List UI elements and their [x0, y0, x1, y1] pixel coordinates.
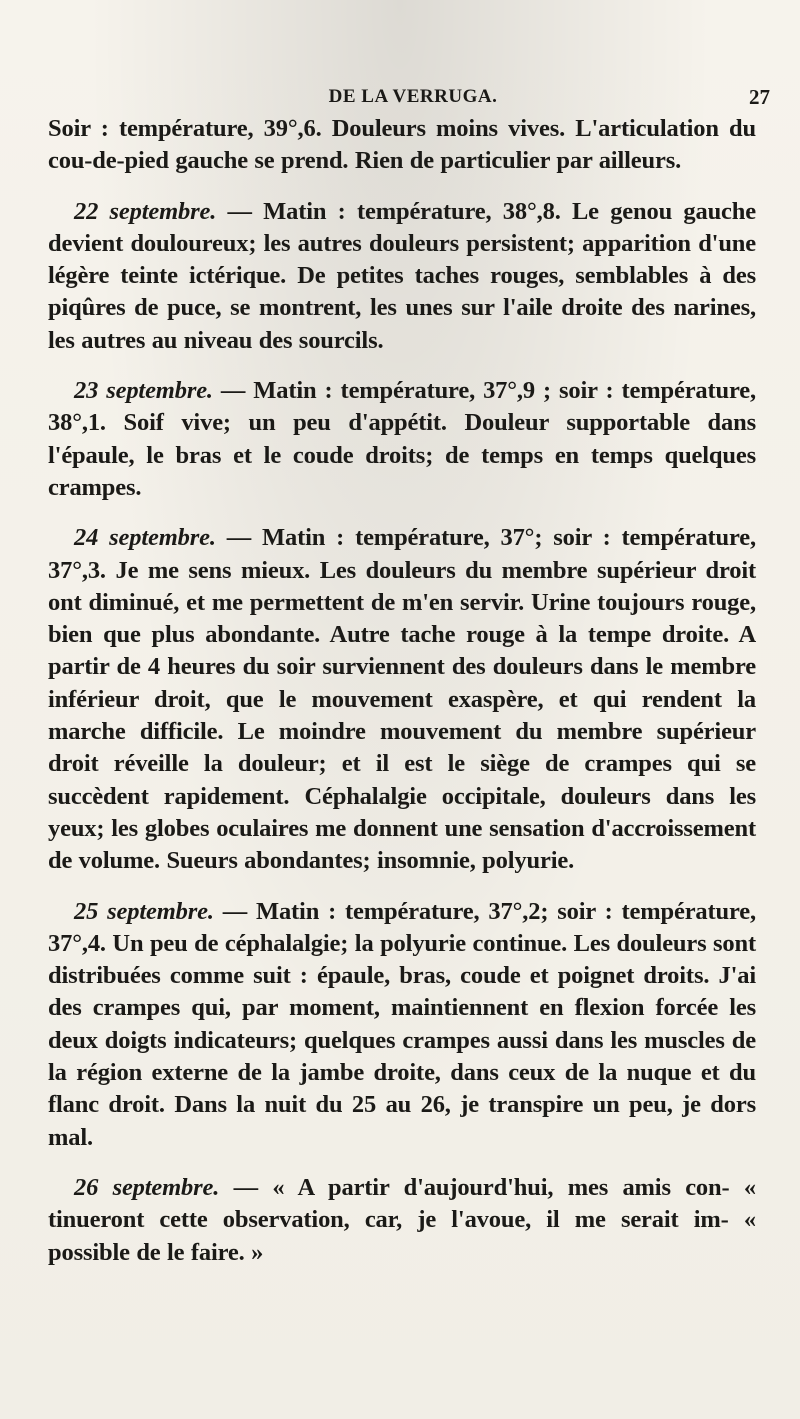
paragraph-23-septembre	[48, 375, 756, 504]
paragraph-22-septembre	[48, 196, 756, 357]
entry-date: 22 septembre.	[74, 197, 217, 225]
entry-date: 26 septembre.	[74, 1173, 220, 1201]
page-number: 27	[749, 85, 770, 109]
page-header	[56, 84, 770, 110]
paragraph-24-septembre	[48, 522, 756, 877]
paragraph-soir-21	[48, 113, 756, 178]
paragraph-text: — Matin : température, 37°,2; soir : température, 37°,4. Un peu de céphalalgie; la polyurie continue. Les douleurs sont distribuées comme suit : épaule, bras, coude et poignet droits. J'ai des crampes qui, par moment, maintiennent en flexion forcée les deux doigts indicateurs; quelques crampes aussi dans les muscles de la région externe de la jambe droite, dans ceux de la nuque et du flanc droit. Dans la nuit du 25 au 26, je transpire un peu, je dors mal.	[48, 897, 756, 1151]
paragraph-text: Soir : température, 39°,6. Douleurs moins vives. L'articulation du cou-de-pied gauche se prend. Rien de particulier par ailleurs.	[48, 115, 756, 175]
entry-date: 24 septembre.	[74, 524, 216, 552]
paragraph-text: — Matin : température, 37°,9 ; soir : température, 38°,1. Soif vive; un peu d'appétit. Douleur supportable dans l'épaule, le bras et le coude droits; de temps en temps quelques crampes.	[48, 377, 756, 501]
entry-date: 23 septembre.	[74, 377, 213, 405]
running-title: DE LA VERRUGA.	[328, 86, 498, 107]
entry-date: 25 septembre.	[74, 897, 214, 925]
paragraph-25-septembre	[48, 896, 756, 1154]
paragraph-text: — Matin : température, 38°,8. Le genou gauche devient douloureux; les autres douleurs persistent; apparition d'une légère teinte ictérique. De petites taches rouges, semblables à des piqûres de puce, se montrent, les unes sur l'aile droite des narines, les autres au niveau des sourcils.	[48, 197, 756, 354]
paragraph-26-septembre	[48, 1172, 756, 1269]
paragraph-text: — Matin : température, 37°; soir : température, 37°,3. Je me sens mieux. Les douleurs du membre supérieur droit ont diminué, et me permettent de m'en servir. Urine toujours rouge, bien que plus abondante. Autre tache rouge à la tempe droite. A partir de 4 heures du soir surviennent des douleurs dans le membre inférieur droit, que le mouvement exaspère, et qui rendent la marche difficile. Le moindre mouvement du membre supérieur droit réveille la douleur; et il est le siège de crampes qui se succèdent rapidement. Céphalalgie occipitale, douleurs dans les yeux; les globes oculaires me donnent une sensation d'accroissement de volume. Sueurs abondantes; insomnie, polyurie.	[48, 524, 757, 875]
page-body	[48, 113, 756, 1287]
paragraph-text: — « A partir d'aujourd'hui, mes amis con- « tinueront cette observation, car, je l'avoue, il me serait im- « possible de le faire. »	[48, 1173, 756, 1266]
